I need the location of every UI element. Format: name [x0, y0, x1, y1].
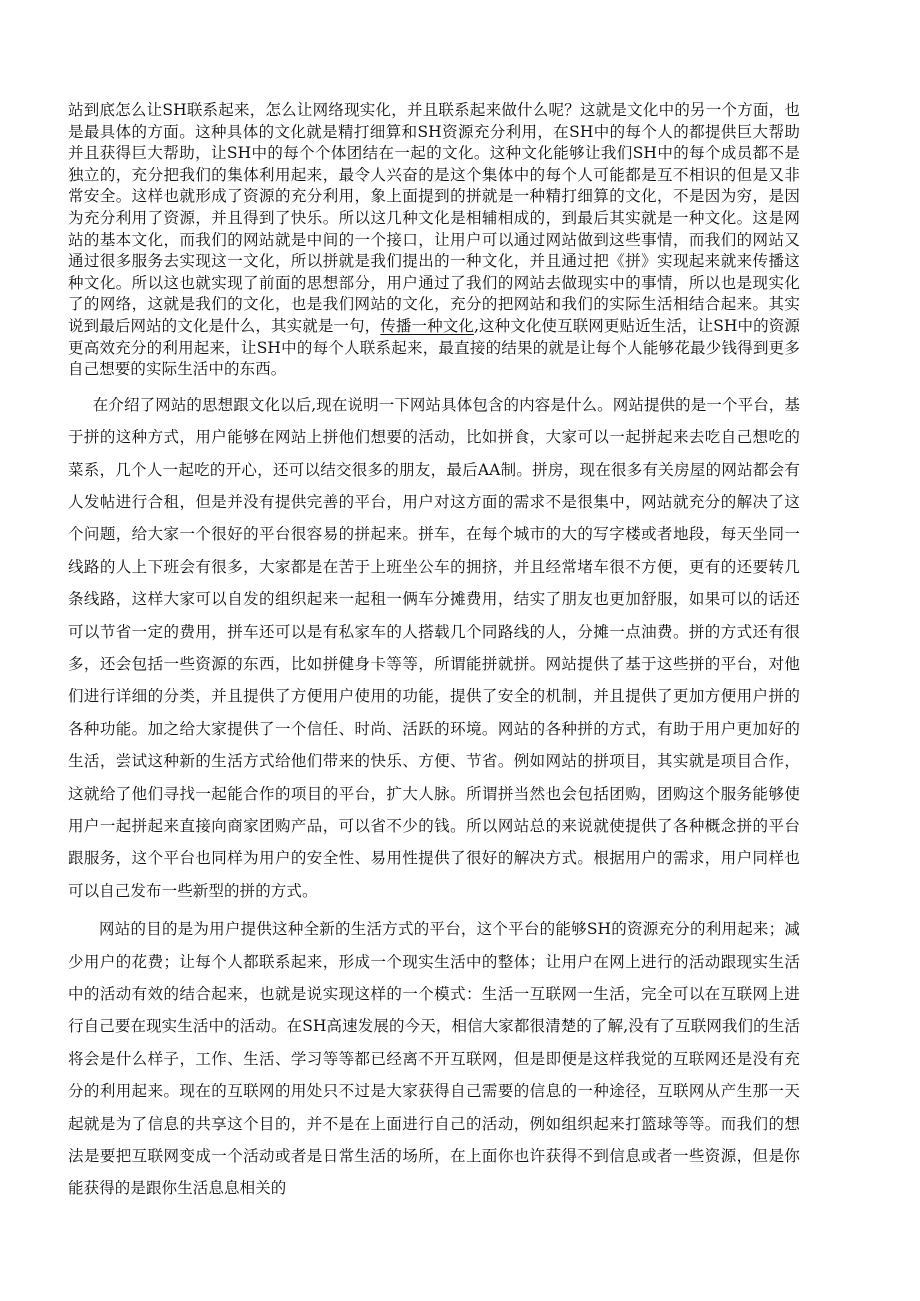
paragraph-website-content: 在介绍了网站的思想跟文化以后,现在说明一下网站具体包含的内容是什么。网站提供的是一个平台，基于拼的这种方式，用户能够在网站上拼他们想要的活动，比如拼食，大家可以一起拼起来去吃自己想吃的菜系，几个人一起吃的开心，还可以结交很多的朋友，最后AA制。拼房，现在很多有关房屋的网站都会有人发帖进行合租，但是并没有提供完善的平台，用户对这方面的需求不是很集中，网站就充分的解决了这个问题，给大家一个很好的平台很容易的拼起来。拼车，在每个城市的大的写字楼或者地段，每天坐同一线路的人上下班会有很多，大家都是在苦于上班坐公车的拥挤，并且经常堵车很不方便，更有的还要转几条线路，这样大家可以自发的组织起来一起租一俩车分摊费用，结实了朋友也更加舒服，如果可以的话还可以节省一定的费用，拼车还可以是有私家车的人搭载几个同路线的人，分摊一点油费。拼的方式还有很多，还会包括一些资源的东西，比如拼健身卡等等，所谓能拼就拼。网站提供了基于这些拼的平台，对他们进行详细的分类，并且提供了方便用户使用的功能，提供了安全的机制，并且提供了更加方便用户拼的各种功能。加之给大家提供了一个信任、时尚、活跃的环境。网站的各种拼的方式，有助于用户更加好的生活，尝试这种新的生活方式给他们带来的快乐、方便、节省。例如网站的拼项目，其实就是项目合作，这就给了他们寻找一起能合作的项目的平台，扩大人脉。所谓拼当然也会包括团购，团购这个服务能够使用户一起拼起来直接向商家团购产品，可以省不少的钱。所以网站总的来说就使提供了各种概念拼的平台跟服务，这个平台也同样为用户的安全性、易用性提供了很好的解决方式。根据用户的需求，用户同样也可以自己发布一些新型的拼的方式。: [68, 395, 800, 900]
paragraph-text: 站到底怎么让SH联系起来，怎么让网络现实化，并且联系起来做什么呢？这就是文化中的另一个方面，也是最具体的方面。这种具体的文化就是精打细算和SH资源充分利用，在SH中的每个人的都提供巨大帮助并且获得巨大帮助，让SH中的每个个体团结在一起的文化。这种文化能够让我们SH中的每个成员都不是独立的，充分把我们的集体利用起来，最令人兴奋的是这个集体中的每个人可能都是互不相识的但是又非常安全。这样也就形成了资源的充分利用，象上面提到的拼就是一种精打细算的文化，不是因为穷，是因为充分利用了资源，并且得到了快乐。所以这几种文化是相辅相成的，到最后其实就是一种文化。这是网站的基本文化，而我们的网站就是中间的一个接口，让用户可以通过网站做到这些事情，而我们的网站又通过很多服务去实现这一文化，所以拼就是我们提出的一种文化，并且通过把《拼》实现起来就来传播这种文化。所以这也就实现了前面的思想部分，用户通过了我们的网站去做现实中的事情，所以也是现实化了的网络，这就是我们的文化，也是我们网站的文化，充分的把网站和我们的实际生活相结合起来。其实说到最后网站的文化是什么，其实就是一句，: [68, 101, 800, 335]
document-body: [68, 100, 800, 1205]
paragraph-text: ,这种文化使互联网更贴近生活，让SH中的资源更高效充分的利用起来，让SH中的每个人联系起来，最直接的结果的就是让每个人能够花最少钱得到更多自己想要的实际生活中的东西。: [68, 316, 800, 379]
paragraph-website-culture: [68, 100, 800, 381]
culture-slogan-link[interactable]: 传播一种文化: [380, 316, 474, 335]
paragraph-website-goal: 网站的目的是为用户提供这种全新的生活方式的平台，这个平台的能够SH的资源充分的利用起来；减少用户的花费；让每个人都联系起来，形成一个现实生活中的整体；让用户在网上进行的活动跟现实生活中的活动有效的结合起来，也就是说实现这样的一个模式：生活一互联网一生活，完全可以在互联网上进行自己要在现实生活中的活动。在SH高速发展的今天，相信大家都很清楚的了解,没有了互联网我们的生活将会是什么样子，工作、生活、学习等等都已经离不开互联网，但是即便是这样我觉的互联网还是没有充分的利用起来。现在的互联网的用处只不过是大家获得自己需要的信息的一种途径，互联网从产生那一天起就是为了信息的共享这个目的，并不是在上面进行自己的活动，例如组织起来打篮球等等。而我们的想法是要把互联网变成一个活动或者是日常生活的场所，在上面你也许获得不到信息或者一些资源，但是你能获得的是跟你生活息息相关的: [68, 920, 800, 1198]
